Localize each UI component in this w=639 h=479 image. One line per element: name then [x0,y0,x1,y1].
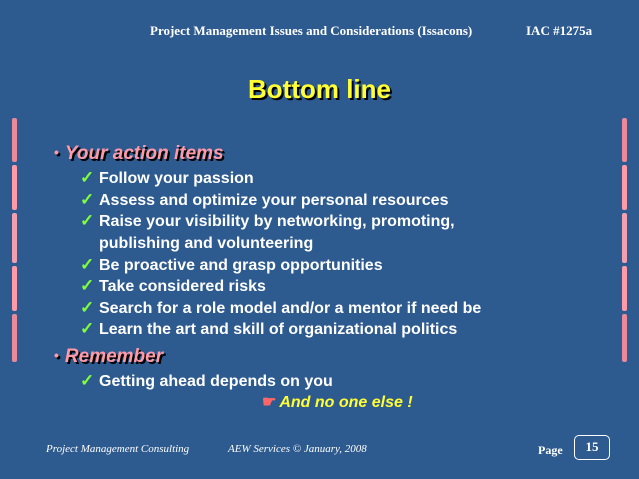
pointing-hand-icon: ☛ [262,394,277,411]
checkmark-icon: ✓ [80,189,95,209]
list-item [80,189,448,212]
bullet-icon: • [54,144,59,160]
right-decorative-bar [622,165,627,210]
right-decorative-bar [622,266,627,311]
section-heading-remember [54,346,163,368]
list-item [80,254,383,277]
list-item [80,275,266,298]
list-item [80,297,481,320]
header-course-code: IAC #1275a [526,23,593,38]
list-item-text: Learn the art and skill of organizational politics [99,321,458,338]
footer-copyright: AEW Services © January, 2008 [228,443,367,455]
list-item-text-continued: publishing and volunteering [99,234,314,252]
list-item-text: Raise your visibility by networking, promoting, [99,213,455,230]
footer-company: Project Management Consulting [46,443,190,455]
checkmark-icon: ✓ [80,254,95,274]
bullet-icon: • [54,347,59,363]
left-decorative-bar [12,118,17,162]
emphasis-line [262,392,413,412]
left-decorative-bar [12,266,17,311]
left-decorative-bar [12,314,17,362]
right-decorative-bar [622,118,627,162]
list-item [80,370,333,393]
list-item-text: Getting ahead depends on you [99,373,333,390]
slide-header [0,23,639,41]
list-item-text: Take considered risks [99,278,266,295]
header-course-title: Project Management Issues and Considerations (Issacons) [150,23,473,38]
checkmark-icon: ✓ [80,211,95,230]
list-item [80,318,457,341]
section-label: Your action items [64,143,224,164]
page-number-box: 15 [574,435,610,460]
section-heading-action-items [54,143,224,165]
checkmark-icon: ✓ [80,371,95,390]
left-decorative-bar [12,213,17,263]
list-item [80,210,455,254]
checkmark-icon: ✓ [80,168,95,187]
emphasis-text: And no one else ! [279,394,413,411]
list-item [80,167,254,190]
list-item-text: Follow your passion [99,170,254,187]
right-decorative-bar [622,213,627,263]
checkmark-icon: ✓ [80,319,95,338]
page-label: Page [538,443,563,457]
list-item-text: Search for a role model and/or a mentor if need be [99,299,482,317]
checkmark-icon: ✓ [80,297,95,317]
list-item-text: Assess and optimize your personal resources [99,191,449,209]
section-label: Remember [64,346,164,367]
right-decorative-bar [622,314,627,362]
checkmark-icon: ✓ [80,276,95,295]
list-item-text: Be proactive and grasp opportunities [99,256,383,274]
slide-title: Bottom line [248,74,391,104]
left-decorative-bar [12,165,17,210]
